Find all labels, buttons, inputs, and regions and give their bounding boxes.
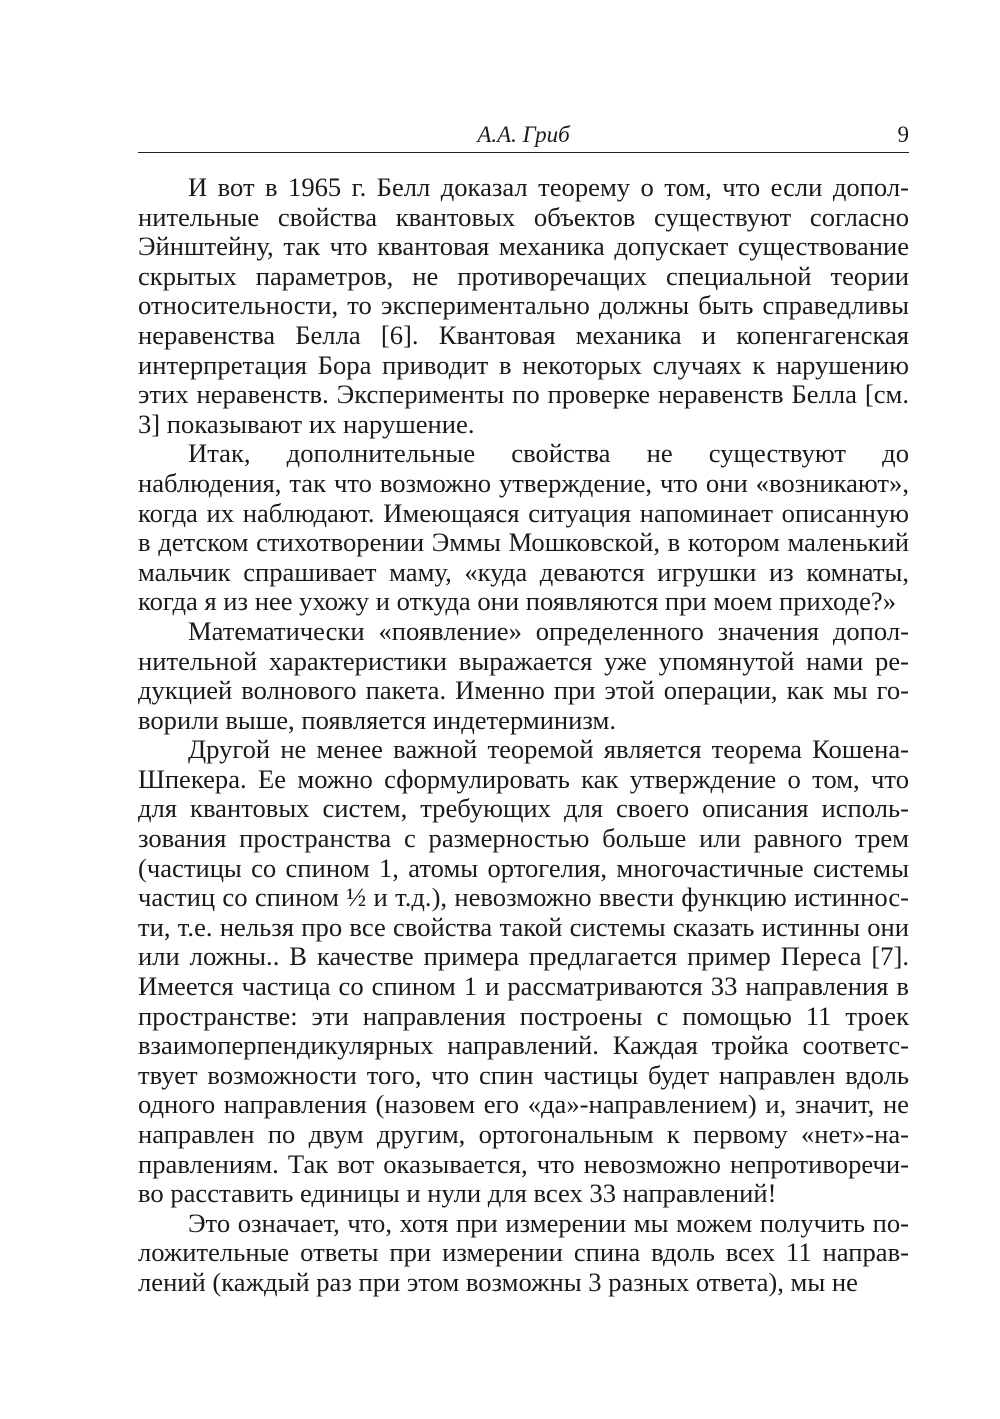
header-author: А.А. Гриб <box>477 122 570 147</box>
paragraph-4: Другой не менее важной теоремой является теорема Кошена-Шпекера. Ее можно сформулировать как утверждение о том, что для квантовых систем, требующих для своего описания использования пространства с размерностью больше или равного трем (частицы со спином 1, атомы ортогелия, многочастичные системы частиц со спином ½ и т.д.), невозможно ввести функцию истинности, т.е. нельзя про все свойства такой системы сказать истинны они или ложны.. В качестве примера предлагается пример Переса [7]. Имеется частица со спином 1 и рассматриваются 33 направления в пространстве: эти направления построены с помощью 11 троек взаимоперпендикулярных направлений. Каждая тройка соответствует возможности того, что спин частицы будет направлен вдоль одного направления (назовем его «да»-направлением) и, значит, не направлен по двум другим, ортогональным к первому «нет»-направлениям. Так вот оказывается, что невозможно непротиворечиво расставить единицы и нули для всех 33 направлений! <box>138 734 909 1209</box>
running-head <box>138 118 909 153</box>
paragraph-1: И вот в 1965 г. Белл доказал теорему о том, что если дополнительные свойства квантовых объектов существуют согласно Эйнштейну, так что квантовая механика допускает существование скрытых параметров, не противоречащих специальной теории относительности, то экспериментально должны быть справедливы неравенства Белла [6]. Квантовая механика и копенгагенская интерпретация Бора приводит в некоторых случаях к нарушению этих неравенств. Эксперименты по проверке неравенств Белла [см. 3] показывают их нарушение. <box>138 172 909 439</box>
paragraph-2: Итак, дополнительные свойства не существуют до наблюдения, так что возможно утверждение, что они «возникают», когда их наблюдают. Имеющаяся ситуация напоминает описанную в детском стихотворении Эммы Мошковской, в котором маленький мальчик спрашивает маму, «куда деваются игрушки из комнаты, когда я из нее ухожу и откуда они появляются при моем приходе?» <box>138 438 909 617</box>
paragraph-3: Математически «появление» определенного значения дополнительной характеристики выражается уже упомянутой нами редукцией волнового пакета. Именно при этой операции, как мы говорили выше, появляется индетерминизм. <box>138 615 909 735</box>
paragraph-5: Это означает, что, хотя при измерении мы можем получить положительные ответы при измерении спина вдоль всех 11 направлений (каждый раз при этом возможны 3 разных ответа), мы не <box>138 1207 909 1297</box>
book-page <box>138 118 909 1298</box>
page-number: 9 <box>897 122 909 147</box>
body-text <box>138 173 909 1298</box>
